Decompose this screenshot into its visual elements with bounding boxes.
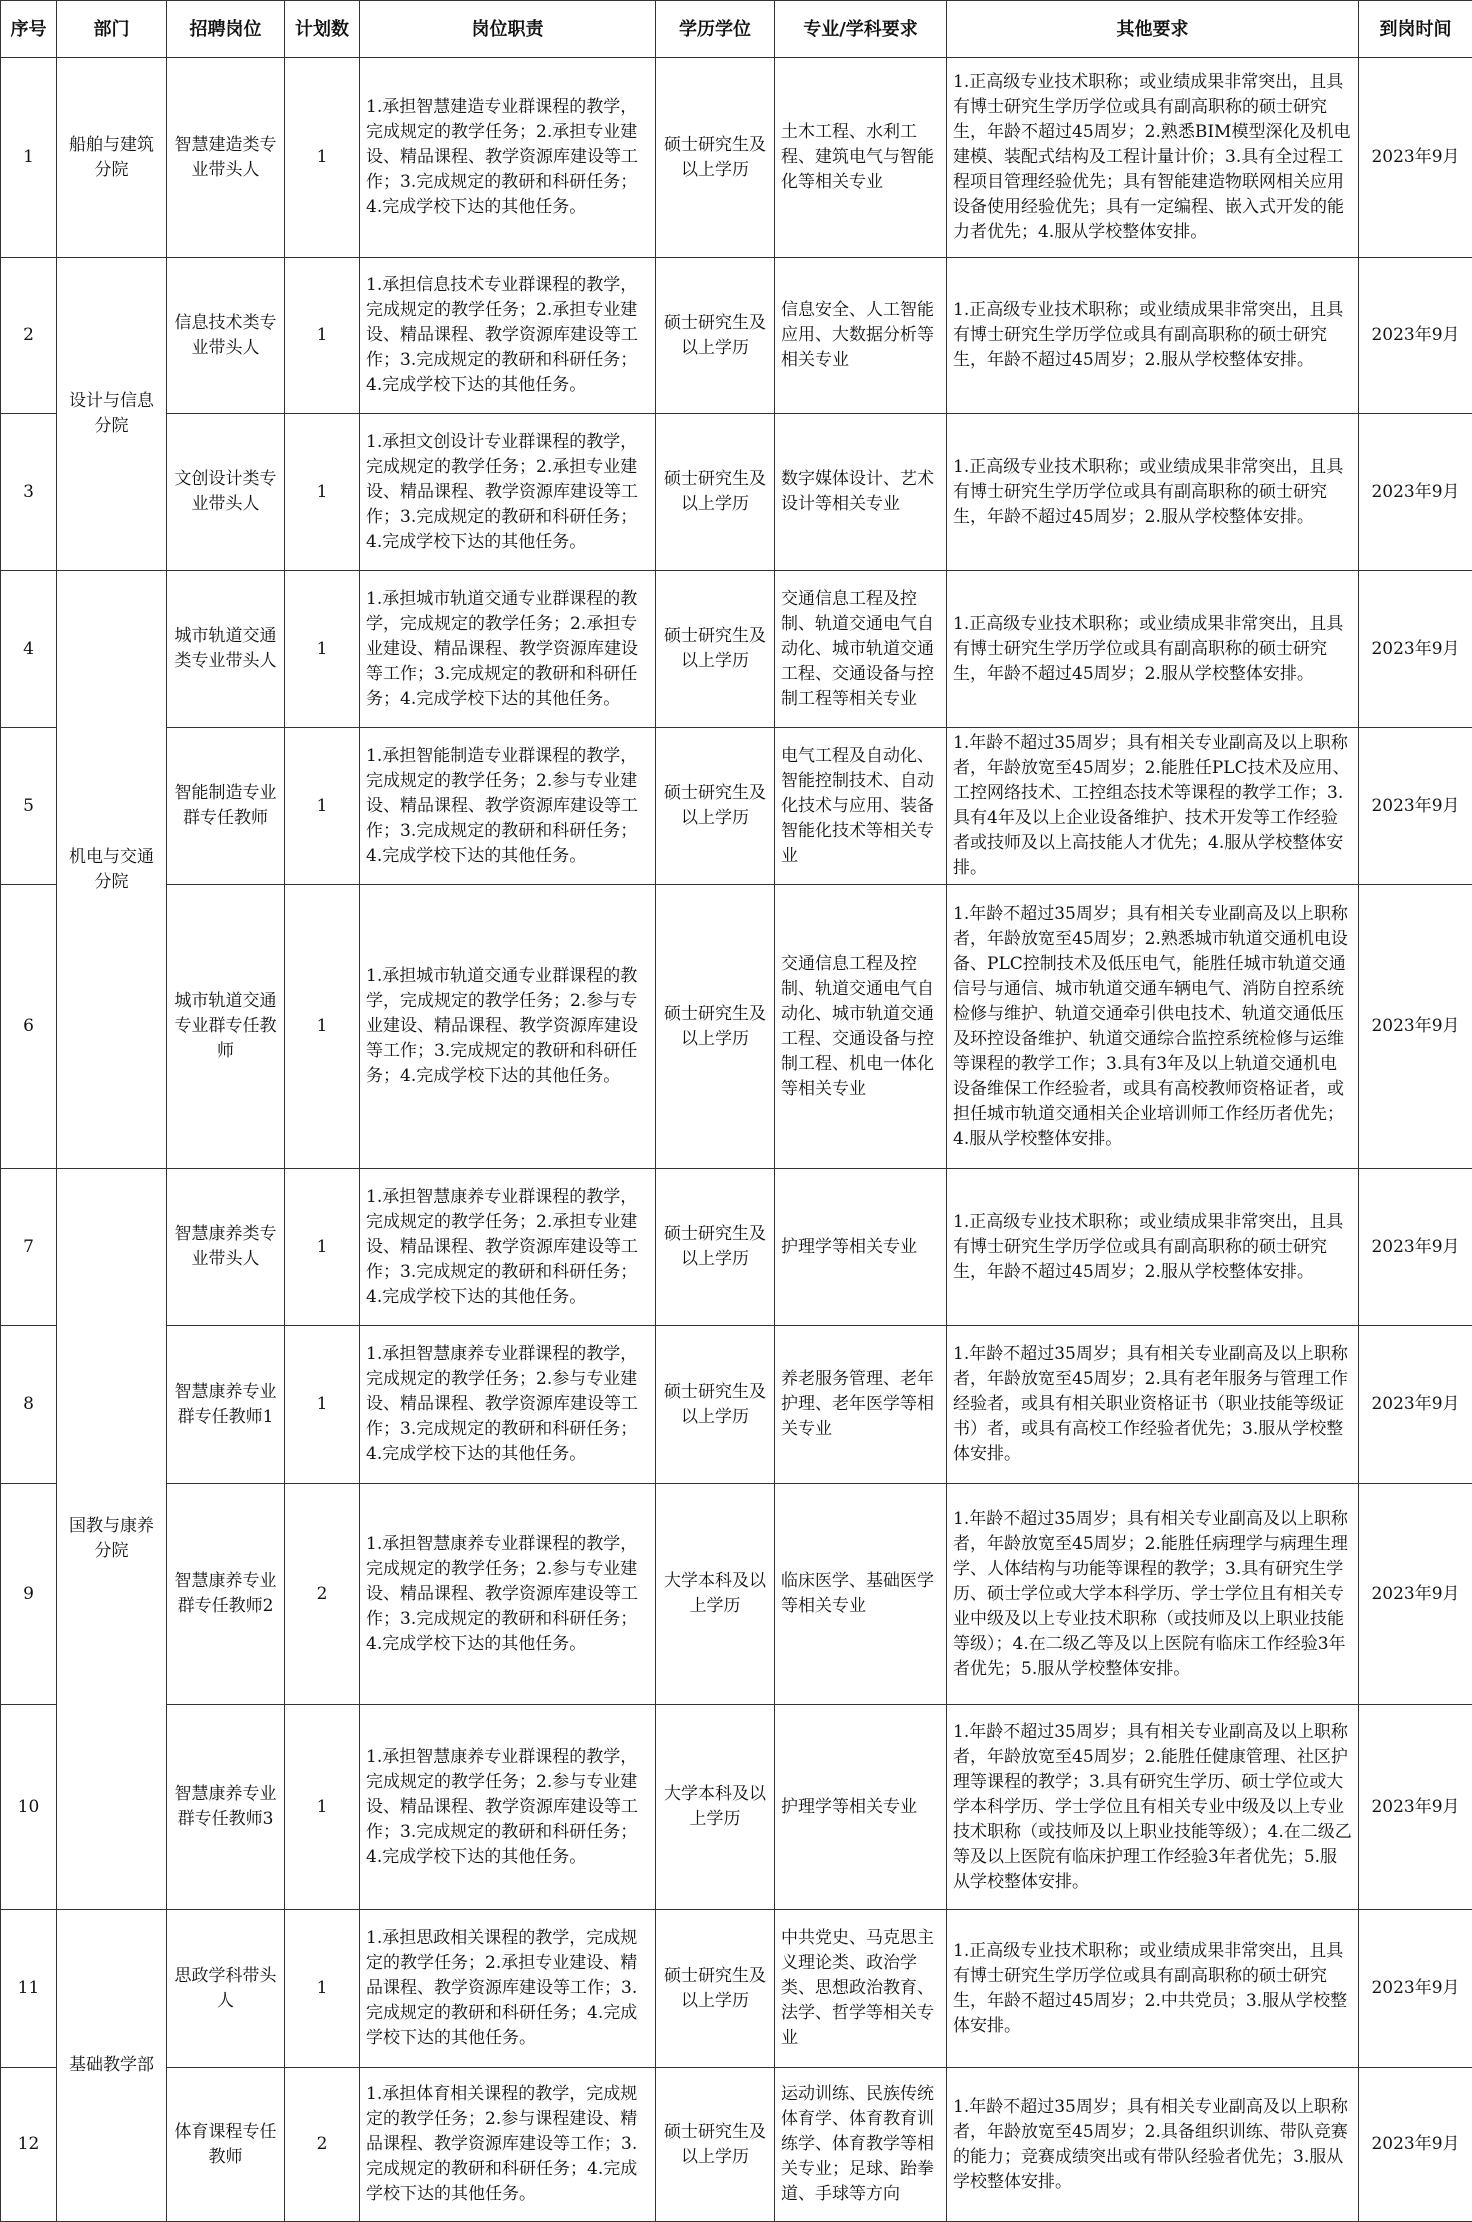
- row-number: 5: [1, 728, 57, 885]
- department-cell: 国教与康养分院: [57, 1169, 167, 1910]
- row-number: 8: [1, 1326, 57, 1484]
- arrival-time: 2023年9月: [1359, 58, 1472, 258]
- arrival-time: 2023年9月: [1359, 1910, 1472, 2068]
- table-row: [1, 58, 1472, 258]
- post-name: 城市轨道交通类专业带头人: [167, 571, 285, 728]
- job-duty: 1.承担智慧建造专业群课程的教学，完成规定的教学任务；2.承担专业建设、精品课程、教学资源库建设等工作；3.完成规定的教研和科研任务；4.完成学校下达的其他任务。: [360, 58, 656, 258]
- job-duty: 1.承担智慧康养专业群课程的教学，完成规定的教学任务；2.参与专业建设、精品课程、教学资源库建设等工作；3.完成规定的教研和科研任务；4.完成学校下达的其他任务。: [360, 1484, 656, 1705]
- header-other: 其他要求: [947, 1, 1359, 58]
- table-row: [1, 571, 1472, 728]
- major-requirement: 电气工程及自动化、智能控制技术、自动化技术与应用、装备智能化技术等相关专业: [775, 728, 947, 885]
- post-name: 智慧康养专业群专任教师1: [167, 1326, 285, 1484]
- job-duty: 1.承担城市轨道交通专业群课程的教学，完成规定的教学任务；2.参与专业建设、精品课程、教学资源库建设等工作；3.完成规定的教研和科研任务；4.完成学校下达的其他任务。: [360, 885, 656, 1169]
- education-requirement: 硕士研究生及以上学历: [656, 571, 775, 728]
- education-requirement: 硕士研究生及以上学历: [656, 2068, 775, 2222]
- major-requirement: 养老服务管理、老年护理、老年医学等相关专业: [775, 1326, 947, 1484]
- other-requirement: 1.正高级专业技术职称；或业绩成果非常突出，且具有博士研究生学历学位或具有副高职称的硕士研究生，年龄不超过45周岁；2.服从学校整体安排。: [947, 258, 1359, 414]
- table-row: [1, 1705, 1472, 1910]
- table-row: [1, 414, 1472, 571]
- table-row: [1, 885, 1472, 1169]
- post-name: 文创设计类专业带头人: [167, 414, 285, 571]
- arrival-time: 2023年9月: [1359, 571, 1472, 728]
- table-row: [1, 1910, 1472, 2068]
- arrival-time: 2023年9月: [1359, 2068, 1472, 2222]
- table-row: [1, 2068, 1472, 2222]
- plan-count: 1: [285, 1326, 360, 1484]
- table-row: [1, 728, 1472, 885]
- other-requirement: 1.正高级专业技术职称；或业绩成果非常突出，且具有博士研究生学历学位或具有副高职称的硕士研究生，年龄不超过45周岁；2.熟悉BIM模型深化及机电建模、装配式结构及工程计量计价；3.具有全过程工程项目管理经验优先；具有智能建造物联网相关应用设备使用经验优先；具有一定编程、嵌入式开发的能力者优先；4.服从学校整体安排。: [947, 58, 1359, 258]
- department-cell: 设计与信息分院: [57, 258, 167, 571]
- table-row: [1, 1326, 1472, 1484]
- major-requirement: 护理学等相关专业: [775, 1705, 947, 1910]
- table-row: [1, 1484, 1472, 1705]
- arrival-time: 2023年9月: [1359, 1484, 1472, 1705]
- major-requirement: 交通信息工程及控制、轨道交通电气自动化、城市轨道交通工程、交通设备与控制工程、机电一体化等相关专业: [775, 885, 947, 1169]
- job-duty: 1.承担智能制造专业群课程的教学，完成规定的教学任务；2.参与专业建设、精品课程、教学资源库建设等工作；3.完成规定的教研和科研任务；4.完成学校下达的其他任务。: [360, 728, 656, 885]
- plan-count: 2: [285, 2068, 360, 2222]
- other-requirement: 1.年龄不超过35周岁；具有相关专业副高及以上职称者，年龄放宽至45周岁；2.能胜任健康管理、社区护理等课程的教学；3.具有研究生学历、硕士学位或大学本科学历、学士学位且有相关专业中级及以上专业技术职称（或技师及以上职业技能等级）；4.在二级乙等及以上医院有临床护理工作经验3年者优先；5.服从学校整体安排。: [947, 1705, 1359, 1910]
- arrival-time: 2023年9月: [1359, 1169, 1472, 1326]
- post-name: 智慧康养专业群专任教师2: [167, 1484, 285, 1705]
- education-requirement: 硕士研究生及以上学历: [656, 1169, 775, 1326]
- row-number: 7: [1, 1169, 57, 1326]
- other-requirement: 1.正高级专业技术职称；或业绩成果非常突出，且具有博士研究生学历学位或具有副高职称的硕士研究生，年龄不超过45周岁；2.中共党员；3.服从学校整体安排。: [947, 1910, 1359, 2068]
- other-requirement: 1.年龄不超过35周岁；具有相关专业副高及以上职称者，年龄放宽至45周岁；2.熟悉城市轨道交通机电设备、PLC控制技术及低压电气，能胜任城市轨道交通信号与通信、城市轨道交通车辆电气、消防自控系统检修与维护、轨道交通牵引供电技术、轨道交通低压及环控设备维护、轨道交通综合监控系统检修与运维等课程的教学工作；3.具有3年及以上轨道交通机电设备维保工作经验者，或具有高校教师资格证者，或担任城市轨道交通相关企业培训师工作经历者优先；4.服从学校整体安排。: [947, 885, 1359, 1169]
- arrival-time: 2023年9月: [1359, 258, 1472, 414]
- other-requirement: 1.年龄不超过35周岁；具有相关专业副高及以上职称者，年龄放宽至45周岁；2.具备组织训练、带队竞赛的能力；竞赛成绩突出或有带队经验者优先；3.服从学校整体安排。: [947, 2068, 1359, 2222]
- table-row: [1, 258, 1472, 414]
- row-number: 6: [1, 885, 57, 1169]
- other-requirement: 1.正高级专业技术职称；或业绩成果非常突出，且具有博士研究生学历学位或具有副高职称的硕士研究生，年龄不超过45周岁；2.服从学校整体安排。: [947, 414, 1359, 571]
- education-requirement: 硕士研究生及以上学历: [656, 1326, 775, 1484]
- job-duty: 1.承担智慧康养专业群课程的教学，完成规定的教学任务；2.参与专业建设、精品课程、教学资源库建设等工作；3.完成规定的教研和科研任务；4.完成学校下达的其他任务。: [360, 1705, 656, 1910]
- job-duty: 1.承担信息技术专业群课程的教学，完成规定的教学任务；2.承担专业建设、精品课程、教学资源库建设等工作；3.完成规定的教研和科研任务；4.完成学校下达的其他任务。: [360, 258, 656, 414]
- row-number: 3: [1, 414, 57, 571]
- row-number: 12: [1, 2068, 57, 2222]
- education-requirement: 大学本科及以上学历: [656, 1705, 775, 1910]
- post-name: 城市轨道交通专业群专任教师: [167, 885, 285, 1169]
- major-requirement: 运动训练、民族传统体育学、体育教育训练学、体育教学等相关专业；足球、跆拳道、手球等方向: [775, 2068, 947, 2222]
- arrival-time: 2023年9月: [1359, 1326, 1472, 1484]
- job-duty: 1.承担智慧康养专业群课程的教学，完成规定的教学任务；2.承担专业建设、精品课程、教学资源库建设等工作；3.完成规定的教研和科研任务；4.完成学校下达的其他任务。: [360, 1169, 656, 1326]
- post-name: 智能制造专业群专任教师: [167, 728, 285, 885]
- header-dept: 部门: [57, 1, 167, 58]
- education-requirement: 硕士研究生及以上学历: [656, 414, 775, 571]
- job-duty: 1.承担体育相关课程的教学，完成规定的教学任务；2.参与课程建设、精品课程、教学资源库建设等工作；3.完成规定的教研和科研任务；4.完成学校下达的其他任务。: [360, 2068, 656, 2222]
- other-requirement: 1.年龄不超过35周岁；具有相关专业副高及以上职称者，年龄放宽至45周岁；2.能胜任PLC技术及应用、工控网络技术、工控组态技术等课程的教学工作；3.具有4年及以上企业设备维护、技术开发等工作经验者或技师及以上高技能人才优先；4.服从学校整体安排。: [947, 728, 1359, 885]
- row-number: 1: [1, 58, 57, 258]
- header-edu: 学历学位: [656, 1, 775, 58]
- header-major: 专业/学科要求: [775, 1, 947, 58]
- department-cell: 船舶与建筑分院: [57, 58, 167, 258]
- plan-count: 1: [285, 414, 360, 571]
- education-requirement: 硕士研究生及以上学历: [656, 1910, 775, 2068]
- job-duty: 1.承担智慧康养专业群课程的教学，完成规定的教学任务；2.参与专业建设、精品课程、教学资源库建设等工作；3.完成规定的教研和科研任务；4.完成学校下达的其他任务。: [360, 1326, 656, 1484]
- row-number: 11: [1, 1910, 57, 2068]
- header-row: [1, 1, 1472, 58]
- plan-count: 1: [285, 728, 360, 885]
- education-requirement: 大学本科及以上学历: [656, 1484, 775, 1705]
- arrival-time: 2023年9月: [1359, 885, 1472, 1169]
- education-requirement: 硕士研究生及以上学历: [656, 258, 775, 414]
- department-cell: 机电与交通分院: [57, 571, 167, 1169]
- job-duty: 1.承担文创设计专业群课程的教学，完成规定的教学任务；2.承担专业建设、精品课程、教学资源库建设等工作；3.完成规定的教研和科研任务；4.完成学校下达的其他任务。: [360, 414, 656, 571]
- job-duty: 1.承担思政相关课程的教学，完成规定的教学任务；2.承担专业建设、精品课程、教学资源库建设等工作；3.完成规定的教研和科研任务；4.完成学校下达的其他任务。: [360, 1910, 656, 2068]
- major-requirement: 数字媒体设计、艺术设计等相关专业: [775, 414, 947, 571]
- major-requirement: 中共党史、马克思主义理论类、政治学类、思想政治教育、法学、哲学等相关专业: [775, 1910, 947, 2068]
- arrival-time: 2023年9月: [1359, 728, 1472, 885]
- plan-count: 1: [285, 885, 360, 1169]
- plan-count: 1: [285, 1910, 360, 2068]
- table-row: [1, 1169, 1472, 1326]
- major-requirement: 交通信息工程及控制、轨道交通电气自动化、城市轨道交通工程、交通设备与控制工程等相关专业: [775, 571, 947, 728]
- header-count: 计划数: [285, 1, 360, 58]
- row-number: 4: [1, 571, 57, 728]
- job-duty: 1.承担城市轨道交通专业群课程的教学，完成规定的教学任务；2.承担专业建设、精品课程、教学资源库建设等工作；3.完成规定的教研和科研任务；4.完成学校下达的其他任务。: [360, 571, 656, 728]
- other-requirement: 1.年龄不超过35周岁；具有相关专业副高及以上职称者，年龄放宽至45周岁；2.具有老年服务与管理工作经验者，或具有相关职业资格证书（职业技能等级证书）者，或具有高校工作经验者优先；3.服从学校整体安排。: [947, 1326, 1359, 1484]
- department-cell: 基础教学部: [57, 1910, 167, 2222]
- arrival-time: 2023年9月: [1359, 414, 1472, 571]
- other-requirement: 1.年龄不超过35周岁；具有相关专业副高及以上职称者，年龄放宽至45周岁；2.能胜任病理学与病理生理学、人体结构与功能等课程的教学；3.具有研究生学历、硕士学位或大学本科学历、学士学位且有相关专业中级及以上专业技术职称（或技师及以上职业技能等级）；4.在二级乙等及以上医院有临床工作经验3年者优先；5.服从学校整体安排。: [947, 1484, 1359, 1705]
- plan-count: 1: [285, 571, 360, 728]
- major-requirement: 信息安全、人工智能应用、大数据分析等相关专业: [775, 258, 947, 414]
- header-post: 招聘岗位: [167, 1, 285, 58]
- plan-count: 1: [285, 1169, 360, 1326]
- post-name: 思政学科带头人: [167, 1910, 285, 2068]
- header-time: 到岗时间: [1359, 1, 1472, 58]
- major-requirement: 临床医学、基础医学等相关专业: [775, 1484, 947, 1705]
- other-requirement: 1.正高级专业技术职称；或业绩成果非常突出，且具有博士研究生学历学位或具有副高职称的硕士研究生，年龄不超过45周岁；2.服从学校整体安排。: [947, 571, 1359, 728]
- major-requirement: 土木工程、水利工程、建筑电气与智能化等相关专业: [775, 58, 947, 258]
- post-name: 信息技术类专业带头人: [167, 258, 285, 414]
- education-requirement: 硕士研究生及以上学历: [656, 885, 775, 1169]
- plan-count: 1: [285, 258, 360, 414]
- header-no: 序号: [1, 1, 57, 58]
- plan-count: 2: [285, 1484, 360, 1705]
- other-requirement: 1.正高级专业技术职称；或业绩成果非常突出，且具有博士研究生学历学位或具有副高职称的硕士研究生，年龄不超过45周岁；2.服从学校整体安排。: [947, 1169, 1359, 1326]
- major-requirement: 护理学等相关专业: [775, 1169, 947, 1326]
- arrival-time: 2023年9月: [1359, 1705, 1472, 1910]
- plan-count: 1: [285, 1705, 360, 1910]
- post-name: 智慧康养专业群专任教师3: [167, 1705, 285, 1910]
- row-number: 9: [1, 1484, 57, 1705]
- post-name: 智慧康养类专业带头人: [167, 1169, 285, 1326]
- education-requirement: 硕士研究生及以上学历: [656, 58, 775, 258]
- row-number: 10: [1, 1705, 57, 1910]
- row-number: 2: [1, 258, 57, 414]
- plan-count: 1: [285, 58, 360, 258]
- post-name: 智慧建造类专业带头人: [167, 58, 285, 258]
- header-duty: 岗位职责: [360, 1, 656, 58]
- post-name: 体育课程专任教师: [167, 2068, 285, 2222]
- education-requirement: 硕士研究生及以上学历: [656, 728, 775, 885]
